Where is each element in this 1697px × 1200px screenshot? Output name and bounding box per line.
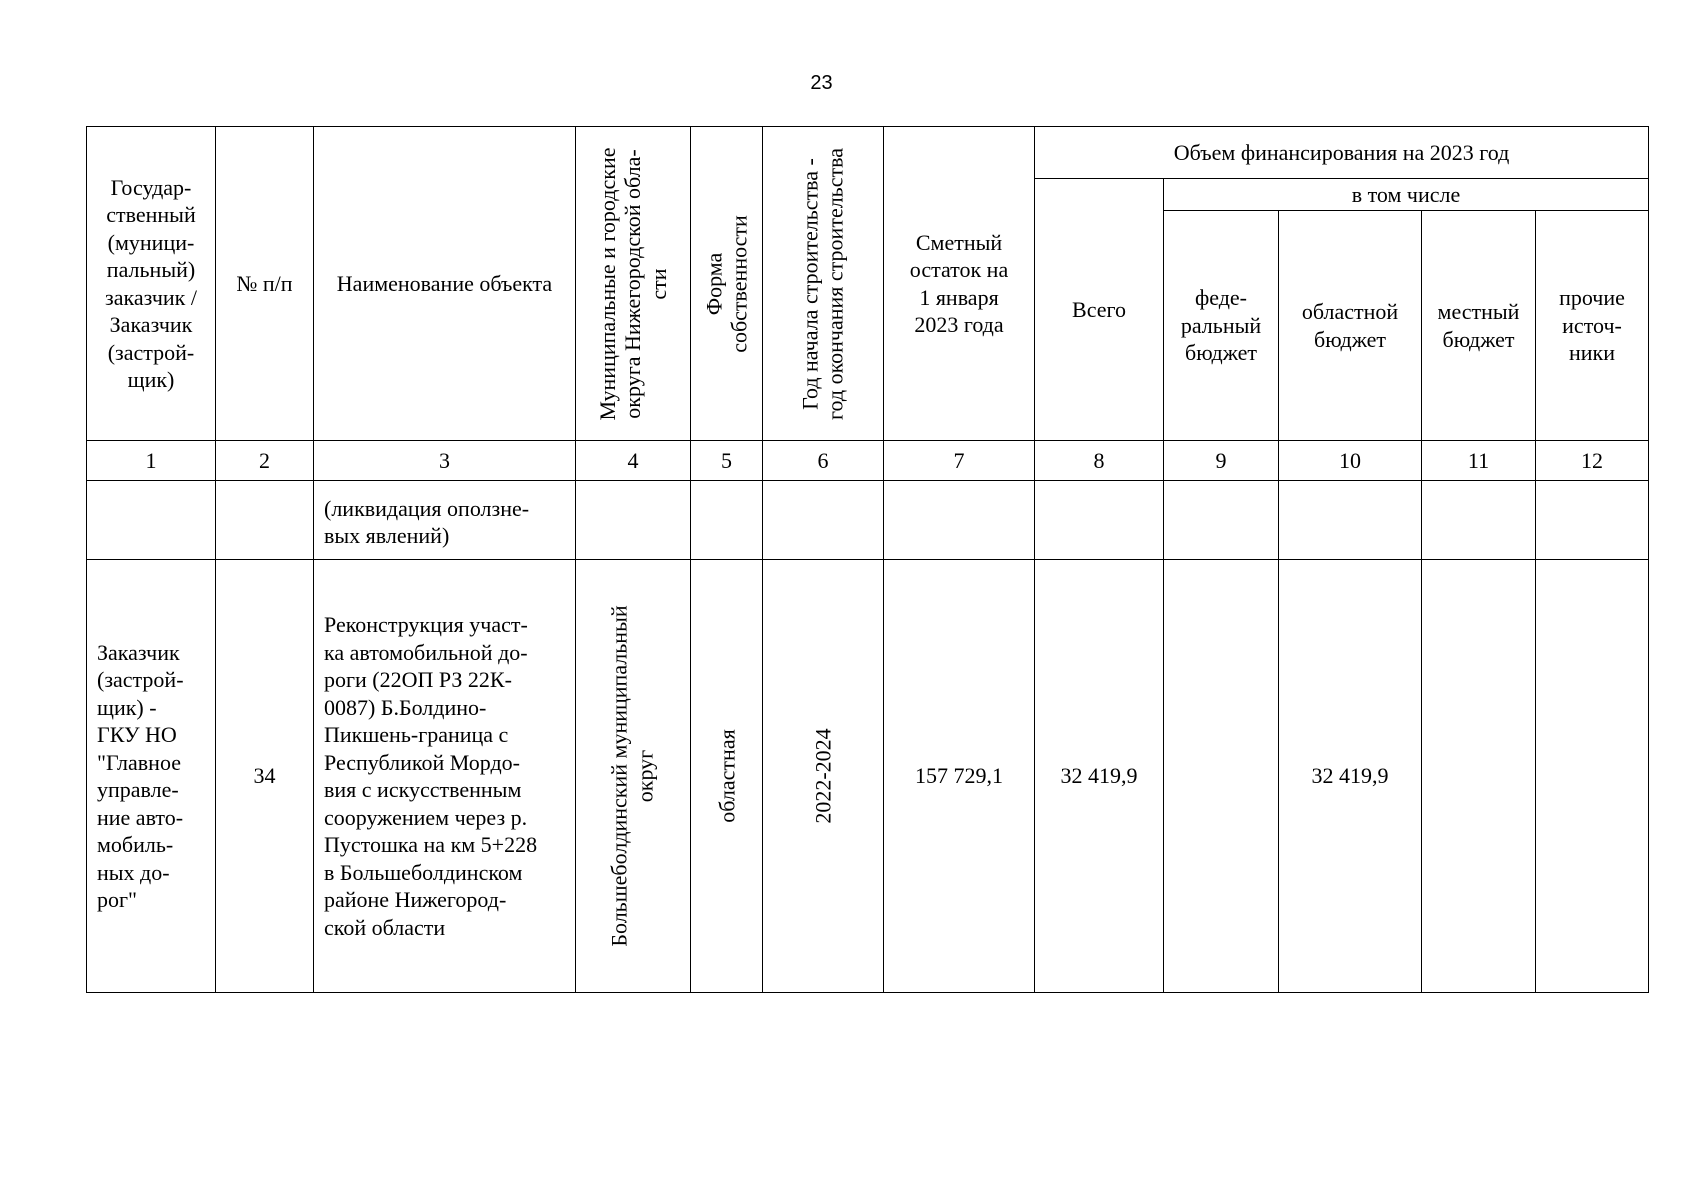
column-number: 6 bbox=[763, 441, 884, 481]
table-row bbox=[87, 560, 1649, 993]
header-district-text: Муниципальные и городские округа Нижегородской обла- сти bbox=[595, 147, 671, 420]
header-years-text: Год начала строительства - год окончания строительства bbox=[797, 147, 848, 420]
column-number: 10 bbox=[1279, 441, 1422, 481]
cell-empty bbox=[1164, 481, 1279, 560]
continuation-name: (ликвидация оползне- вых явлений) bbox=[324, 495, 530, 548]
header-federal: феде- ральный бюджет bbox=[1164, 211, 1279, 441]
district-cell bbox=[576, 560, 691, 993]
header-years bbox=[763, 127, 884, 441]
cell-empty bbox=[1279, 481, 1422, 560]
header-ownership-text: Форма собственности bbox=[701, 214, 752, 353]
header-including: в том числе bbox=[1164, 179, 1649, 211]
continuation-name-cell bbox=[314, 481, 576, 560]
district-text: Большеболдинский муниципальный округ bbox=[606, 605, 658, 947]
header-financing-title: Объем финансирования на 2023 год bbox=[1035, 127, 1649, 179]
object-name-cell: Реконструкция участ- ка автомобильной до- роги (22ОП РЗ 22К- 0087) Б.Болдино- Пикшень-граница с Республикой Мордо- вия с искусственным сооружением через р. Пустошка на км 5+228 в Большеболдинском районе Нижегород- ской области bbox=[314, 560, 576, 993]
estimate-balance-cell: 157 729,1 bbox=[884, 560, 1035, 993]
federal-cell bbox=[1164, 560, 1279, 993]
header-customer: Государ- ственный (муници- пальный) заказчик / Заказчик (застрой- щик) bbox=[87, 127, 216, 441]
cell-empty bbox=[763, 481, 884, 560]
cell-empty bbox=[87, 481, 216, 560]
column-numbers-row bbox=[87, 441, 1649, 481]
header-ownership bbox=[691, 127, 763, 441]
column-number: 7 bbox=[884, 441, 1035, 481]
cell-empty bbox=[1536, 481, 1649, 560]
continuation-row bbox=[87, 481, 1649, 560]
ownership-text: областная bbox=[713, 729, 739, 823]
column-number: 2 bbox=[216, 441, 314, 481]
page-number: 23 bbox=[810, 72, 833, 94]
column-number: 8 bbox=[1035, 441, 1164, 481]
header-total: Всего bbox=[1035, 179, 1164, 441]
years-cell bbox=[763, 560, 884, 993]
cell-empty bbox=[884, 481, 1035, 560]
cell-empty bbox=[691, 481, 763, 560]
regional-cell: 32 419,9 bbox=[1279, 560, 1422, 993]
header-row-1 bbox=[87, 127, 1649, 179]
header-district bbox=[576, 127, 691, 441]
header-estimate-balance: Сметный остаток на 1 января 2023 года bbox=[884, 127, 1035, 441]
column-number: 11 bbox=[1422, 441, 1536, 481]
cell-empty bbox=[1422, 481, 1536, 560]
header-row-number: № п/п bbox=[216, 127, 314, 441]
column-number: 5 bbox=[691, 441, 763, 481]
financing-table bbox=[86, 126, 1649, 993]
ownership-cell bbox=[691, 560, 763, 993]
column-number: 9 bbox=[1164, 441, 1279, 481]
header-regional: областной бюджет bbox=[1279, 211, 1422, 441]
header-object-name: Наименование объекта bbox=[314, 127, 576, 441]
customer-cell: Заказчик (застрой- щик) - ГКУ НО "Главное управле- ние авто- мобиль- ных до- рог" bbox=[87, 560, 216, 993]
total-cell: 32 419,9 bbox=[1035, 560, 1164, 993]
other-cell bbox=[1536, 560, 1649, 993]
row-number-cell: 34 bbox=[216, 560, 314, 993]
column-number: 12 bbox=[1536, 441, 1649, 481]
years-text: 2022-2024 bbox=[810, 728, 836, 824]
column-number: 4 bbox=[576, 441, 691, 481]
cell-empty bbox=[216, 481, 314, 560]
column-number: 1 bbox=[87, 441, 216, 481]
cell-empty bbox=[576, 481, 691, 560]
local-cell bbox=[1422, 560, 1536, 993]
cell-empty bbox=[1035, 481, 1164, 560]
header-local: местный бюджет bbox=[1422, 211, 1536, 441]
column-number: 3 bbox=[314, 441, 576, 481]
header-other: прочие источ- ники bbox=[1536, 211, 1649, 441]
